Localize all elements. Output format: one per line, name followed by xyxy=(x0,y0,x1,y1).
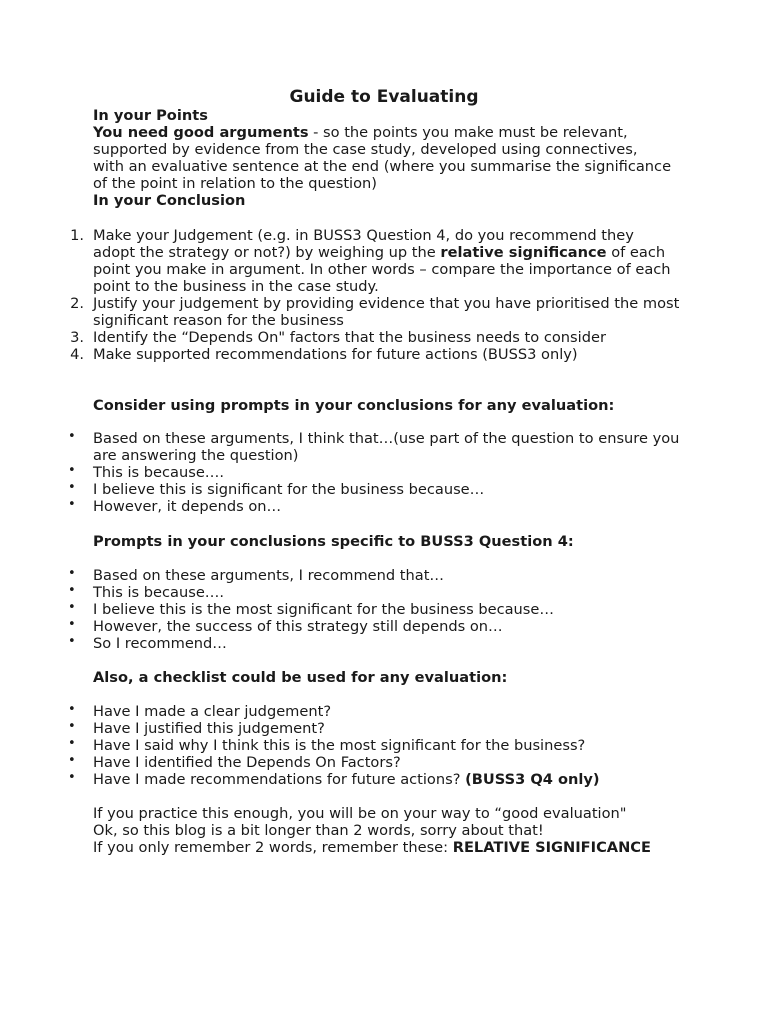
bullet-icon: • xyxy=(68,497,76,512)
prompt-text: I believe this is significant for the business because… xyxy=(93,481,485,498)
bullet-icon: • xyxy=(68,770,76,785)
bullet-icon: • xyxy=(68,617,76,632)
list-item xyxy=(60,464,680,481)
conclusion-item-text: Justify your judgement by providing evidence that you have prioritised the most significant reason for the business xyxy=(93,295,680,329)
list-item xyxy=(60,703,680,720)
list-item xyxy=(60,635,680,652)
closing-line xyxy=(93,839,673,856)
list-item xyxy=(60,481,680,498)
closing-line: Ok, so this blog is a bit longer than 2 words, sorry about that! xyxy=(93,822,544,839)
bullet-icon: • xyxy=(68,702,76,717)
bullet-icon: • xyxy=(68,600,76,615)
relative-significance-final: RELATIVE SIGNIFICANCE xyxy=(452,839,651,856)
list-item xyxy=(60,618,680,635)
list-item xyxy=(60,567,680,584)
good-arguments-text: - so the points you make must be relevant, supported by evidence from the case study, developed using connectives, with an evaluative sentence at the end (where you summarise the significance of the point in relation to the question) xyxy=(93,124,672,192)
bullet-icon: • xyxy=(68,719,76,734)
bullet-icon: • xyxy=(68,463,76,478)
checklist-text: Have I said why I think this is the most significant for the business? xyxy=(93,737,586,754)
list-item xyxy=(60,227,680,295)
checklist-text: Have I made recommendations for future actions? xyxy=(93,771,466,788)
list-item xyxy=(60,498,680,515)
bullet-icon: • xyxy=(68,429,76,444)
checklist-text: Have I justified this judgement? xyxy=(93,720,325,737)
closing-section xyxy=(93,805,673,856)
document-title: Guide to Evaluating xyxy=(289,87,479,107)
checklist xyxy=(60,703,680,788)
prompt-text: This is because…. xyxy=(93,464,225,481)
buss3-prompt-text: Based on these arguments, I recommend that… xyxy=(93,567,445,584)
bullet-icon: • xyxy=(68,566,76,581)
conclusion-item-text-end: of each point you make in argument. In other words – compare the importance of each point to the business in the case study. xyxy=(93,244,671,295)
list-item xyxy=(60,584,680,601)
list-item xyxy=(60,771,680,788)
conclusion-list xyxy=(60,227,680,363)
list-number: 2. xyxy=(70,295,84,312)
list-item xyxy=(60,329,680,346)
list-number: 1. xyxy=(70,227,84,244)
conclusion-item-text: Make your Judgement (e.g. in BUSS3 Question 4, do you recommend they adopt the strategy or not?) by weighing up the xyxy=(93,227,634,261)
bullet-icon: • xyxy=(68,583,76,598)
list-number: 3. xyxy=(70,329,84,346)
conclusion-item-text: Make supported recommendations for future actions (BUSS3 only) xyxy=(93,346,578,363)
checklist-text: Have I identified the Depends On Factors? xyxy=(93,754,401,771)
points-heading: In your Points xyxy=(93,107,208,124)
bullet-icon: • xyxy=(68,753,76,768)
list-item xyxy=(60,295,680,329)
buss3-prompts-heading: Prompts in your conclusions specific to BUSS3 Question 4: xyxy=(93,533,574,550)
list-item xyxy=(60,720,680,737)
closing-line-text: If you only remember 2 words, remember these: xyxy=(93,839,453,856)
prompt-text: Based on these arguments, I think that…(use part of the question to ensure you are answering the question) xyxy=(93,430,680,464)
buss3-prompt-text: I believe this is the most significant for the business because… xyxy=(93,601,554,618)
buss3-prompts-list xyxy=(60,567,680,652)
list-number: 4. xyxy=(70,346,84,363)
list-item xyxy=(60,601,680,618)
buss3-q4-note: (BUSS3 Q4 only) xyxy=(465,771,600,788)
list-item xyxy=(60,737,680,754)
conclusion-item-text: Identify the “Depends On" factors that the business needs to consider xyxy=(93,329,606,346)
bullet-icon: • xyxy=(68,634,76,649)
list-item xyxy=(60,754,680,771)
list-item xyxy=(60,346,680,363)
good-arguments-lead: You need good arguments xyxy=(93,124,309,141)
prompts-list xyxy=(60,430,680,515)
points-section xyxy=(93,107,673,209)
buss3-prompt-text: This is because…. xyxy=(93,584,225,601)
buss3-prompt-text: So I recommend… xyxy=(93,635,227,652)
good-arguments-paragraph xyxy=(93,124,673,192)
relative-significance-emphasis: relative significance xyxy=(440,244,607,261)
bullet-icon: • xyxy=(68,480,76,495)
closing-line: If you practice this enough, you will be on your way to “good evaluation" xyxy=(93,805,627,822)
prompts-heading: Consider using prompts in your conclusions for any evaluation: xyxy=(93,397,615,414)
conclusion-heading: In your Conclusion xyxy=(93,192,246,209)
prompt-text: However, it depends on… xyxy=(93,498,282,515)
list-item xyxy=(60,430,680,464)
checklist-text: Have I made a clear judgement? xyxy=(93,703,332,720)
checklist-heading: Also, a checklist could be used for any evaluation: xyxy=(93,669,508,686)
bullet-icon: • xyxy=(68,736,76,751)
buss3-prompt-text: However, the success of this strategy still depends on… xyxy=(93,618,503,635)
